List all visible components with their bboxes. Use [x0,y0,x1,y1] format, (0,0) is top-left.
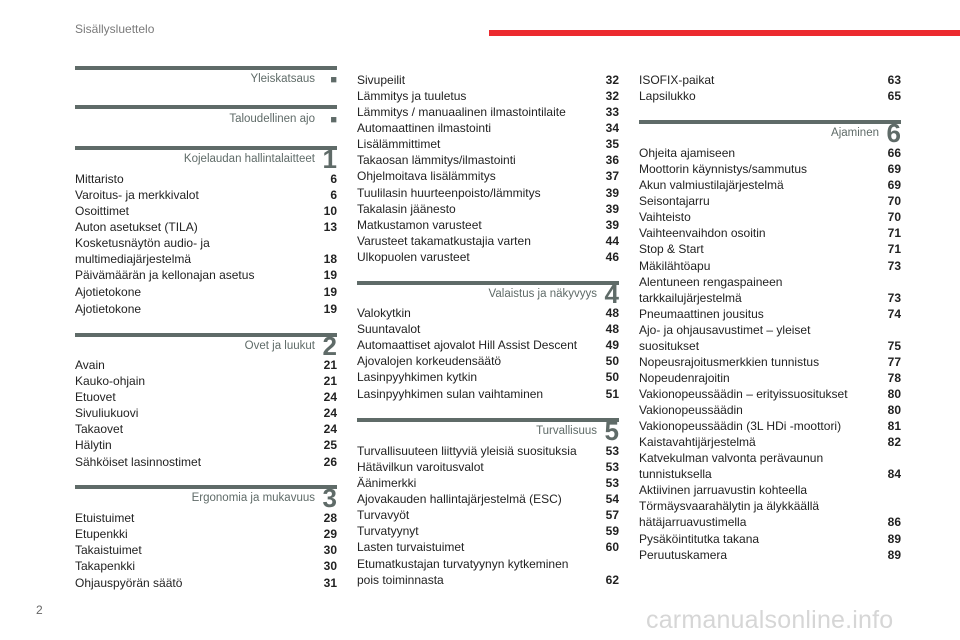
page-header-title: Sisällysluettelo [75,22,155,36]
page-number: 2 [36,603,43,617]
section-bullet-icon: ■ [330,74,337,86]
toc-column-1: Yleiskatsaus ■ Taloudellinen ajo ■ Kojelaudan hallintalaitteet 1 Ovet ja luukut 2 Ergonomia ja mukavuus 3 Mittaristo 6 Varoitus- ja merkkivalot 6 Osoittimet 10 Auton asetukset (TILA) 13 Kosketusnäytön audio- ja multimediajärjestelmä 18 Päivämäärän ja kellonajan asetus 19 Ajotietokone 19 Ajotietokone 19 Avain 21 Kauko-ohjain 21 Etuovet 24 Sivuliukuovi 24 Takaovet 24 Hälytin 25 Sähköiset lasinnostimet 26 Etuistuimet 28 Etupenkki 29 Takaistuimet 30 Takapenkki 30 Ohjauspyörän säätö 31 [75,0,337,600]
section-number: 5 [604,416,619,446]
section-number: 6 [886,118,901,148]
section-number: 2 [322,331,337,361]
section-number: 1 [322,144,337,174]
toc-column-3: ISOFIX-paikat 63 Lapsilukko 65 Ajaminen 6 Ohjeita ajamiseen 66 Moottorin käynnistys/sammutus 69 Akun valmiustilajärjestelmä 69 Seisontajarru 70 Vaihteisto 70 Vaihteenvaihdon osoitin 71 Stop & Start 71 Mäkilähtöapu 73 Alentuneen rengaspaineen tarkkailujärjestelmä 73 Pneumaattinen jousitus 74 Ajo- ja ohjausavustimet – yleiset suositukset 75 Nopeusrajoitusmerkkien tunnistus 77 Nopeudenrajoitin 78 Vakionopeussäädin – erityissuositukset 80 Vakionopeussäädin 80 Vakionopeussäädin (3L HDi -moottori) 81 Kaistavahtijärjestelmä 82 Katvekulman valvonta perävaunun tunnistuksella 84 Aktiivinen jarruavustin kohteella Törmäysvaarahälytin ja älykkäällä hätäjarruavustimella 86 Pysäköintitutka takana 89 Peruutuskamera 89 [639,73,901,562]
section-number: 4 [604,279,619,309]
watermark: carmanualsonline.info [646,606,894,634]
toc-column-2: Sivupeilit 32 Lämmitys ja tuuletus 32 Lämmitys / manuaalinen ilmastointilaite 33 Automaattinen ilmastointi 34 Lisälämmittimet 35 Takaosan lämmitys/ilmastointi 36 Ohjelmoitava lisälämmitys 37 Tuulilasin huurteenpoisto/lämmitys 39 Takalasin jäänesto 39 Matkustamon varusteet 39 Varusteet takamatkustajia varten 44 Ulkopuolen varusteet 46 Valaistus ja näkyvyys 4 Valokytkin 48 Suuntavalot 48 Automaattiset ajovalot Hill Assist Descent 49 Ajovalojen korkeudensäätö 50 Lasinpyyhkimen kytkin 50 Lasinpyyhkimen sulan vaihtaminen 51 Turvallisuus 5 Turvallisuuteen liittyviä yleisiä suosituksia 53 Hätävilkun varoitusvalot 53 Äänimerkki 53 Ajovakauden hallintajärjestelmä (ESC) 54 Turvavyöt 57 Turvatyynyt 59 Lasten turvaistuimet 60 Etumatkustajan turvatyynyn kytkeminen pois toiminnasta 62 [357,73,619,587]
section-number: 3 [322,483,337,513]
section-bullet-icon: ■ [330,114,337,126]
